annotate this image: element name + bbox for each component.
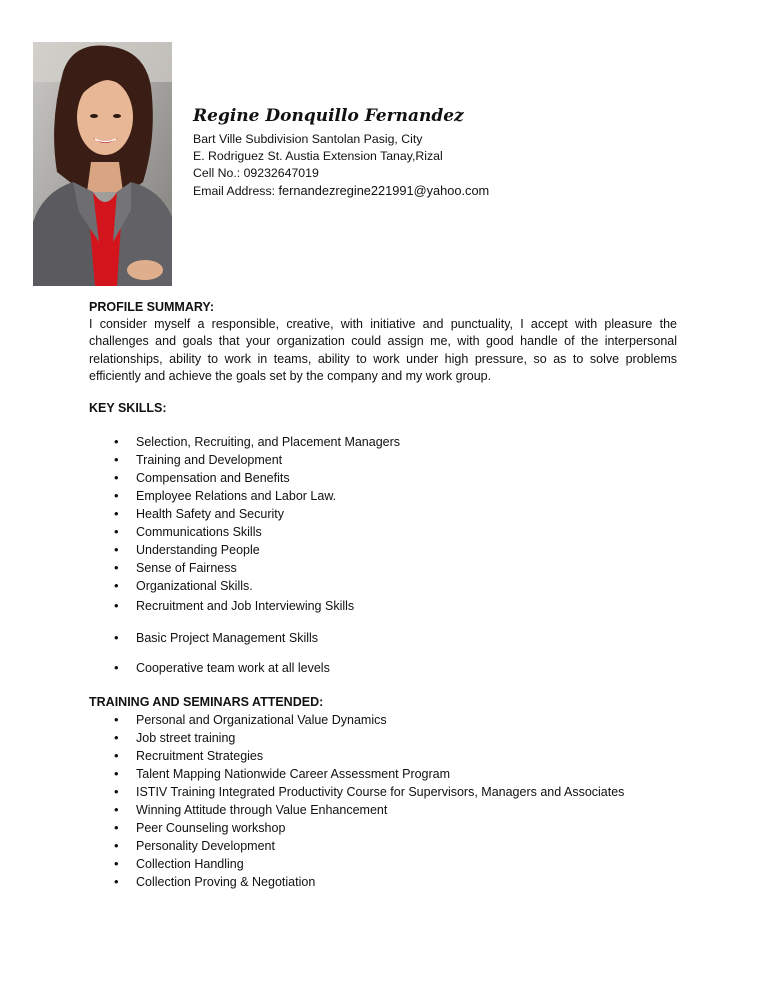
email-line — [193, 182, 489, 200]
training-list — [89, 711, 624, 891]
profile-photo — [33, 42, 172, 286]
cell-line — [193, 165, 489, 182]
list-item: • Compensation and Benefits — [89, 469, 400, 487]
list-item: • Job street training — [89, 729, 624, 747]
list-item: • Cooperative team work at all levels — [89, 659, 400, 677]
email-address[interactable]: fernandezregine221991@yahoo.com — [278, 183, 490, 198]
email-label: Email Address: — [193, 184, 276, 198]
list-item: • Communications Skills — [89, 523, 400, 541]
list-item: • Personal and Organizational Value Dynamics — [89, 711, 624, 729]
profile-summary-heading: PROFILE SUMMARY: — [89, 300, 214, 314]
list-item: • Basic Project Management Skills — [89, 629, 400, 647]
list-item: • ISTIV Training Integrated Productivity Course for Supervisors, Managers and Associates — [89, 783, 624, 801]
list-item: • Sense of Fairness — [89, 559, 400, 577]
profile-summary-text: I consider myself a responsible, creative, with initiative and punctuality, I accept with pleasure the challenges and goals that your organization could assign me, with good handle of the interpersonal relationships, ability to work in teams, ability to work under high pressure, so as to solve problems efficiently and achieve the goals set by the company and my work group. — [89, 317, 677, 383]
portrait-illustration — [33, 42, 172, 286]
cell-number: 09232647019 — [243, 166, 319, 180]
address-line-1: Bart Ville Subdivision Santolan Pasig, City — [193, 132, 423, 146]
list-item: • Selection, Recruiting, and Placement Managers — [89, 433, 400, 451]
contact-block — [193, 131, 489, 200]
address-line-2: E. Rodriguez St. Austia Extension Tanay,Rizal — [193, 149, 443, 163]
list-item: • Understanding People — [89, 541, 400, 559]
list-item: • Talent Mapping Nationwide Career Assessment Program — [89, 765, 624, 783]
key-skills-heading: KEY SKILLS: — [89, 401, 167, 415]
key-skills-list — [89, 433, 400, 677]
training-heading: TRAINING AND SEMINARS ATTENDED: — [89, 695, 324, 709]
list-item: • Collection Handling — [89, 855, 624, 873]
list-item: • Health Safety and Security — [89, 505, 400, 523]
cell-label: Cell No.: — [193, 166, 241, 180]
list-item: • Personality Development — [89, 837, 624, 855]
list-item: • Peer Counseling workshop — [89, 819, 624, 837]
list-item: • Collection Proving & Negotiation — [89, 873, 624, 891]
list-item: • Organizational Skills. — [89, 577, 400, 595]
list-item: • Employee Relations and Labor Law. — [89, 487, 400, 505]
list-item: • Recruitment Strategies — [89, 747, 624, 765]
applicant-name: Regine Donquillo Fernandez — [193, 106, 464, 126]
list-item: • Winning Attitude through Value Enhancement — [89, 801, 624, 819]
list-item: • Recruitment and Job Interviewing Skills — [89, 597, 400, 615]
list-item: • Training and Development — [89, 451, 400, 469]
